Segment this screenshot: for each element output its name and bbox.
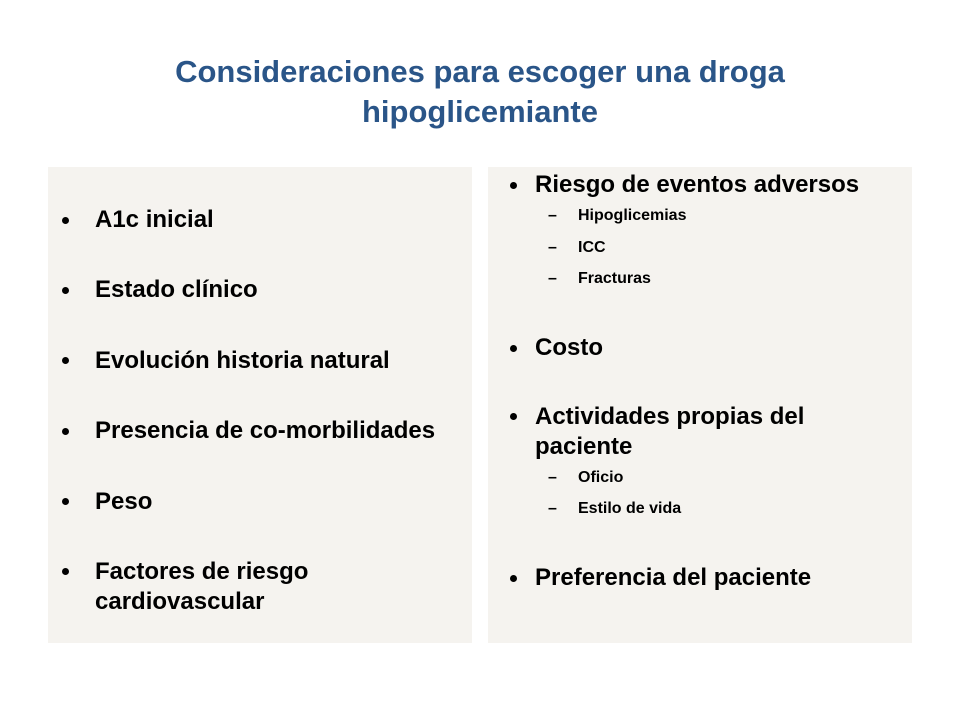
bullet-text: Preferencia del paciente: [535, 564, 812, 591]
left-content-panel: [48, 167, 472, 643]
sub-bullet-item: – Fracturas: [578, 263, 880, 295]
sub-bullet-item: – Hipoglicemias: [578, 200, 880, 232]
bullet-text: Actividades propias del paciente: [535, 402, 805, 460]
bullet-item: [95, 205, 450, 235]
sub-bullet-item: – Oficio: [578, 462, 880, 494]
left-bullet-list: [95, 205, 450, 617]
bullet-text: Costo: [535, 334, 603, 361]
sub-bullet-item: – ICC: [578, 232, 880, 264]
sub-bullet-list: [535, 200, 880, 295]
bullet-item: [535, 402, 880, 525]
bullet-text: A1c inicial: [95, 206, 214, 233]
sub-bullet-list: [535, 462, 880, 525]
bullet-text: Riesgo de eventos adversos: [535, 171, 860, 198]
bullet-text: Presencia de co-morbilidades: [95, 417, 436, 445]
bullet-text: Estado clínico: [95, 276, 258, 304]
right-bullet-list: [535, 170, 880, 593]
bullet-item: [95, 557, 450, 617]
bullet-item: [95, 487, 450, 517]
bullet-item: [95, 416, 450, 446]
bullet-text: Factores de riesgo cardiovascular: [95, 557, 309, 615]
bullet-text: Evolución historia natural: [95, 346, 390, 374]
slide-title: Consideraciones para escoger una droga hipoglicemiante: [175, 54, 785, 129]
bullet-text: Peso: [95, 487, 153, 515]
bullet-item: [95, 275, 450, 305]
right-content-panel: [488, 167, 912, 643]
bullet-item: [535, 333, 880, 363]
bullet-item: [535, 563, 880, 593]
bullet-item: [535, 170, 880, 295]
bullet-item: [95, 346, 450, 376]
sub-bullet-item: – Estilo de vida: [578, 493, 880, 525]
